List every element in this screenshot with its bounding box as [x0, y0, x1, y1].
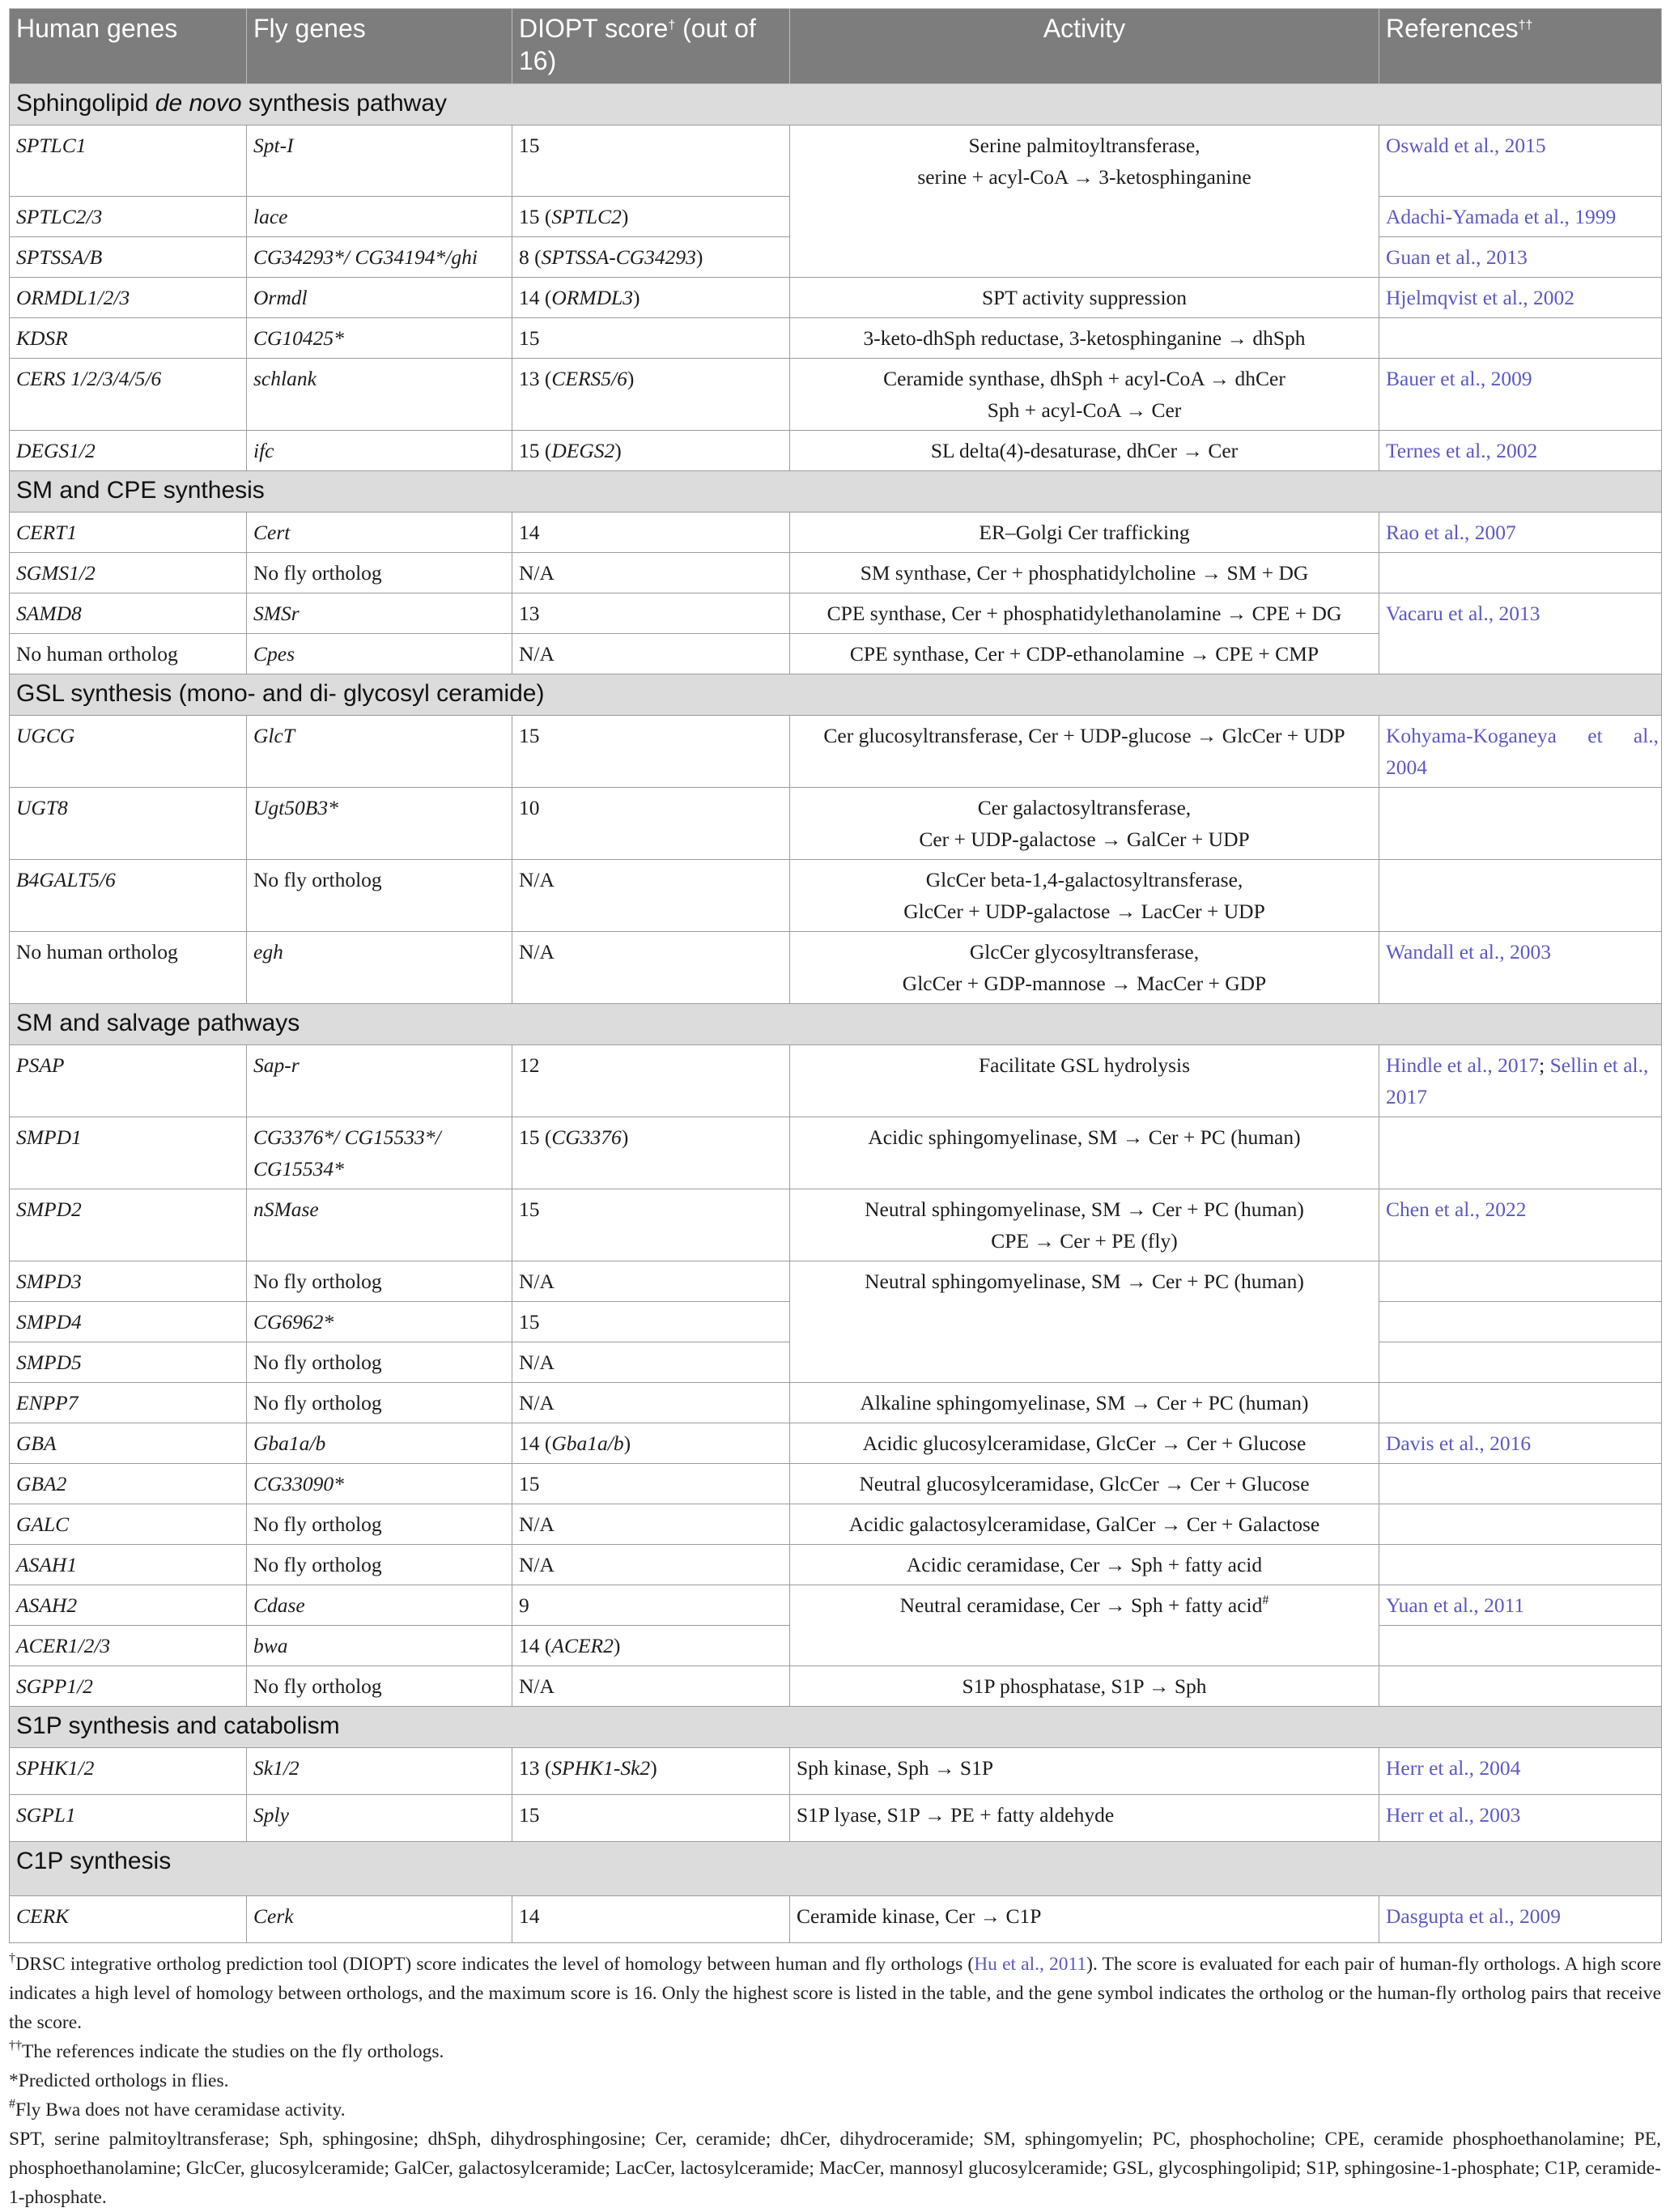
table-row	[10, 1189, 1662, 1261]
section-title: S1P synthesis and catabolism	[10, 1707, 1662, 1748]
table-footnotes	[9, 1950, 1661, 2212]
activity-cell: CPE synthase, Cer + phosphatidylethanolamine → CPE + DG	[790, 593, 1379, 634]
table-row	[10, 1383, 1662, 1423]
table-row	[10, 932, 1662, 1004]
table-row	[10, 513, 1662, 553]
fly-gene: Sk1/2	[247, 1748, 512, 1795]
section-title: GSL synthesis (mono- and di- glycosyl ceramide)	[10, 674, 1662, 716]
diopt-score: 15	[512, 125, 790, 197]
fly-gene: CG34293*/ CG34194*/ghi	[247, 237, 512, 278]
reference-link[interactable]: Chen et al., 2022	[1379, 1189, 1662, 1261]
diopt-score: N/A	[512, 860, 790, 932]
reference-link[interactable]: Vacaru et al., 2013	[1379, 593, 1662, 674]
fly-gene: No fly ortholog	[247, 1342, 512, 1383]
activity-cell: Acidic glucosylceramidase, GlcCer → Cer + Glucose	[790, 1423, 1379, 1464]
footnote-abbreviations: SPT, serine palmitoyltransferase; Sph, sphingosine; dhSph, dihydrosphingosine; Cer, ceramide; dhCer, dihydroceramide; SM, sphingomyelin; PC, phosphocholine; CPE, ceramide phosphoethanolamine; PE, phosphoethanolamine; GlcCer, glucosylceramide; GalCer, galactosylceramide; LacCer, lactosylceramide; MacCer, mannosyl glucosylceramide; GSL, glycosphingolipid; S1P, sphingosine-1-phosphate; C1P, ceramide-1-phosphate.	[9, 2129, 1661, 2208]
human-gene: No human ortholog	[10, 634, 247, 674]
diopt-score: 15	[512, 1189, 790, 1261]
table-row	[10, 1261, 1662, 1302]
table-row	[10, 1585, 1662, 1626]
activity-cell: 3-keto-dhSph reductase, 3-ketosphinganine → dhSph	[790, 318, 1379, 359]
table-row	[10, 1545, 1662, 1585]
table-row	[10, 1748, 1662, 1795]
fly-gene: Sply	[247, 1795, 512, 1842]
diopt-score: N/A	[512, 1666, 790, 1707]
table-row	[10, 593, 1662, 634]
reference-link[interactable]: Dasgupta et al., 2009	[1379, 1896, 1662, 1943]
activity-cell: Alkaline sphingomyelinase, SM → Cer + PC (human)	[790, 1383, 1379, 1423]
fly-gene: bwa	[247, 1626, 512, 1666]
human-gene: PSAP	[10, 1045, 247, 1117]
reference-cell	[1379, 1383, 1662, 1423]
reference-cell	[1379, 1261, 1662, 1302]
human-gene: UGT8	[10, 788, 247, 860]
fly-gene: CG33090*	[247, 1464, 512, 1504]
fly-gene: CG10425*	[247, 318, 512, 359]
reference-link[interactable]: Oswald et al., 2015	[1379, 125, 1662, 197]
human-gene: CERK	[10, 1896, 247, 1943]
footnote-link[interactable]: Hu et al., 2011	[974, 1954, 1087, 1975]
activity-cell: SL delta(4)-desaturase, dhCer → Cer	[790, 431, 1379, 471]
table-row	[10, 1666, 1662, 1707]
header-activity: Activity	[790, 9, 1379, 84]
header-fly-genes: Fly genes	[247, 9, 512, 84]
document	[9, 8, 1661, 2212]
diopt-score: 15	[512, 1302, 790, 1342]
diopt-score: N/A	[512, 1504, 790, 1545]
table-row	[10, 1464, 1662, 1504]
section-title: SM and CPE synthesis	[10, 471, 1662, 513]
human-gene: SPTLC1	[10, 125, 247, 197]
fly-gene: SMSr	[247, 593, 512, 634]
table-row	[10, 359, 1662, 431]
reference-link[interactable]: Bauer et al., 2009	[1379, 359, 1662, 431]
reference-link[interactable]: Hjelmqvist et al., 2002	[1379, 278, 1662, 318]
fly-gene: GlcT	[247, 716, 512, 788]
header-human-genes: Human genes	[10, 9, 247, 84]
diopt-score: 12	[512, 1045, 790, 1117]
human-gene: ORMDL1/2/3	[10, 278, 247, 318]
reference-cell	[1379, 1626, 1662, 1666]
reference-cell	[1379, 1342, 1662, 1383]
section-row	[10, 1842, 1662, 1896]
section-title: SM and salvage pathways	[10, 1004, 1662, 1045]
activity-cell: Neutral glucosylceramidase, GlcCer → Cer + Glucose	[790, 1464, 1379, 1504]
fly-gene: Sap-r	[247, 1045, 512, 1117]
activity-cell: Acidic sphingomyelinase, SM → Cer + PC (human)	[790, 1117, 1379, 1189]
header-diopt-score: DIOPT score† (out of 16)	[512, 9, 790, 84]
section-row	[10, 471, 1662, 513]
diopt-score: N/A	[512, 553, 790, 593]
fly-gene: Cert	[247, 513, 512, 553]
human-gene: ACER1/2/3	[10, 1626, 247, 1666]
human-gene: SMPD1	[10, 1117, 247, 1189]
diopt-score: 10	[512, 788, 790, 860]
human-gene: GALC	[10, 1504, 247, 1545]
footnote-references: ††The references indicate the studies on the fly orthologs.	[9, 2039, 444, 2062]
reference-cell	[1379, 788, 1662, 860]
activity-cell: Acidic galactosylceramidase, GalCer → Cer + Galactose	[790, 1504, 1379, 1545]
section-row	[10, 1004, 1662, 1045]
reference-link[interactable]: Davis et al., 2016	[1379, 1423, 1662, 1464]
fly-gene: No fly ortholog	[247, 1383, 512, 1423]
fly-gene: Cpes	[247, 634, 512, 674]
activity-cell: S1P phosphatase, S1P → Sph	[790, 1666, 1379, 1707]
table-row	[10, 1423, 1662, 1464]
fly-gene: No fly ortholog	[247, 1545, 512, 1585]
reference-cell	[1379, 1302, 1662, 1342]
section-row	[10, 1707, 1662, 1748]
reference-cell	[1379, 1117, 1662, 1189]
table-row	[10, 716, 1662, 788]
section-title: Sphingolipid de novo synthesis pathway	[10, 84, 1662, 125]
diopt-score: N/A	[512, 932, 790, 1004]
table-row	[10, 278, 1662, 318]
fly-gene: Ugt50B3*	[247, 788, 512, 860]
human-gene: SMPD5	[10, 1342, 247, 1383]
human-gene: SMPD3	[10, 1261, 247, 1302]
reference-link[interactable]: Herr et al., 2003	[1379, 1795, 1662, 1842]
reference-link[interactable]: Guan et al., 2013	[1379, 237, 1662, 278]
orthologs-table	[9, 8, 1662, 1943]
activity-cell: Cer glucosyltransferase, Cer + UDP-glucose → GlcCer + UDP	[790, 716, 1379, 788]
human-gene: DEGS1/2	[10, 431, 247, 471]
human-gene: SPTSSA/B	[10, 237, 247, 278]
diopt-score: 14	[512, 513, 790, 553]
footnote-predicted: *Predicted orthologs in flies.	[9, 2070, 229, 2091]
human-gene: SPTLC2/3	[10, 197, 247, 237]
reference-cell	[1379, 860, 1662, 932]
fly-gene: No fly ortholog	[247, 1666, 512, 1707]
table-row	[10, 1795, 1662, 1842]
activity-cell: ER–Golgi Cer trafficking	[790, 513, 1379, 553]
table-row	[10, 431, 1662, 471]
diopt-score: 15 (CG3376)	[512, 1117, 790, 1189]
diopt-score: 15 (DEGS2)	[512, 431, 790, 471]
activity-cell: S1P lyase, S1P → PE + fatty aldehyde	[790, 1795, 1379, 1842]
human-gene: CERS 1/2/3/4/5/6	[10, 359, 247, 431]
human-gene: UGCG	[10, 716, 247, 788]
diopt-score: 14 (Gba1a/b)	[512, 1423, 790, 1464]
diopt-score: 14	[512, 1896, 790, 1943]
human-gene: SPHK1/2	[10, 1748, 247, 1795]
human-gene: SGPL1	[10, 1795, 247, 1842]
fly-gene: No fly ortholog	[247, 553, 512, 593]
fly-gene: CG3376*/ CG15533*/ CG15534*	[247, 1117, 512, 1189]
diopt-score: N/A	[512, 1261, 790, 1302]
fly-gene: egh	[247, 932, 512, 1004]
diopt-score: 14 (ACER2)	[512, 1626, 790, 1666]
table-row	[10, 125, 1662, 197]
fly-gene: Spt-I	[247, 125, 512, 197]
activity-cell: Ceramide kinase, Cer → C1P	[790, 1896, 1379, 1943]
diopt-score: 13 (CERS5/6)	[512, 359, 790, 431]
diopt-score: 15	[512, 1795, 790, 1842]
fly-gene: No fly ortholog	[247, 1504, 512, 1545]
fly-gene: Cerk	[247, 1896, 512, 1943]
human-gene: SGMS1/2	[10, 553, 247, 593]
diopt-score: 13 (SPHK1-Sk2)	[512, 1748, 790, 1795]
diopt-score: 13	[512, 593, 790, 634]
activity-cell: SPT activity suppression	[790, 278, 1379, 318]
activity-cell: Neutral sphingomyelinase, SM → Cer + PC (human)	[790, 1261, 1379, 1383]
section-row	[10, 84, 1662, 125]
table-row	[10, 1896, 1662, 1943]
activity-cell: Sph kinase, Sph → S1P	[790, 1748, 1379, 1795]
human-gene: SAMD8	[10, 593, 247, 634]
activity-cell: Ceramide synthase, dhSph + acyl-CoA → dhCer Sph + acyl-CoA → Cer	[790, 359, 1379, 431]
diopt-score: N/A	[512, 1383, 790, 1423]
activity-cell: Serine palmitoyltransferase, serine + acyl-CoA → 3-ketosphinganine	[790, 125, 1379, 278]
reference-link[interactable]: Yuan et al., 2011	[1379, 1585, 1662, 1626]
footnote-diopt: †DRSC integrative ortholog prediction tool (DIOPT) score indicates the level of homology between human and fly orthologs (Hu et al., 2011). The score is evaluated for each pair of human-fly orthologs. A high score indicates a high level of homology between orthologs, and the maximum score is 16. Only the highest score is listed in the table, and the gene symbol indicates the ortholog or the human-fly ortholog pairs that receive the score.	[9, 1951, 1661, 2033]
reference-link[interactable]: Wandall et al., 2003	[1379, 932, 1662, 1004]
human-gene: ENPP7	[10, 1383, 247, 1423]
diopt-score: 15	[512, 318, 790, 359]
fly-gene: No fly ortholog	[247, 860, 512, 932]
fly-gene: CG6962*	[247, 1302, 512, 1342]
diopt-score: 9	[512, 1585, 790, 1626]
section-row	[10, 674, 1662, 716]
fly-gene: Cdase	[247, 1585, 512, 1626]
footnote-bwa: #Fly Bwa does not have ceramidase activity.	[9, 2097, 346, 2121]
table-row	[10, 860, 1662, 932]
human-gene: CERT1	[10, 513, 247, 553]
table-row	[10, 1117, 1662, 1189]
reference-cell	[1379, 1666, 1662, 1707]
activity-cell: GlcCer glycosyltransferase, GlcCer + GDP-mannose → MacCer + GDP	[790, 932, 1379, 1004]
reference-cell	[1379, 553, 1662, 593]
reference-link[interactable]: Hindle et al., 2017; Sellin et al., 2017	[1379, 1045, 1662, 1117]
diopt-score: 15	[512, 1464, 790, 1504]
activity-cell: Neutral ceramidase, Cer → Sph + fatty acid#	[790, 1585, 1379, 1666]
table-row	[10, 1504, 1662, 1545]
fly-gene: Ormdl	[247, 278, 512, 318]
human-gene: B4GALT5/6	[10, 860, 247, 932]
header-references: References††	[1379, 9, 1662, 84]
table-row	[10, 788, 1662, 860]
human-gene: KDSR	[10, 318, 247, 359]
fly-gene: schlank	[247, 359, 512, 431]
header-row	[10, 9, 1662, 84]
table-row	[10, 1045, 1662, 1117]
section-title: C1P synthesis	[10, 1842, 1662, 1896]
fly-gene: No fly ortholog	[247, 1261, 512, 1302]
reference-link[interactable]: Ternes et al., 2002	[1379, 431, 1662, 471]
reference-cell	[1379, 1464, 1662, 1504]
reference-cell	[1379, 1504, 1662, 1545]
human-gene: SGPP1/2	[10, 1666, 247, 1707]
reference-link[interactable]: Adachi-Yamada et al., 1999	[1379, 197, 1662, 237]
activity-cell: GlcCer beta-1,4-galactosyltransferase, GlcCer + UDP-galactose → LacCer + UDP	[790, 860, 1379, 932]
reference-link[interactable]: Herr et al., 2004	[1379, 1748, 1662, 1795]
activity-cell: Cer galactosyltransferase, Cer + UDP-galactose → GalCer + UDP	[790, 788, 1379, 860]
fly-gene: ifc	[247, 431, 512, 471]
diopt-score: N/A	[512, 1545, 790, 1585]
reference-cell	[1379, 1545, 1662, 1585]
table-row	[10, 553, 1662, 593]
human-gene: SMPD4	[10, 1302, 247, 1342]
human-gene: SMPD2	[10, 1189, 247, 1261]
human-gene: GBA2	[10, 1464, 247, 1504]
reference-cell	[1379, 318, 1662, 359]
fly-gene: Gba1a/b	[247, 1423, 512, 1464]
reference-link[interactable]: Rao et al., 2007	[1379, 513, 1662, 553]
human-gene: No human ortholog	[10, 932, 247, 1004]
diopt-score: 15 (SPTLC2)	[512, 197, 790, 237]
fly-gene: lace	[247, 197, 512, 237]
diopt-score: 15	[512, 716, 790, 788]
human-gene: ASAH2	[10, 1585, 247, 1626]
table-row	[10, 318, 1662, 359]
human-gene: ASAH1	[10, 1545, 247, 1585]
activity-cell: Neutral sphingomyelinase, SM → Cer + PC (human) CPE → Cer + PE (fly)	[790, 1189, 1379, 1261]
reference-link[interactable]: Kohyama-Koganeya et al., 2004	[1379, 716, 1662, 788]
diopt-score: 14 (ORMDL3)	[512, 278, 790, 318]
diopt-score: N/A	[512, 1342, 790, 1383]
fly-gene: nSMase	[247, 1189, 512, 1261]
human-gene: GBA	[10, 1423, 247, 1464]
activity-cell: Facilitate GSL hydrolysis	[790, 1045, 1379, 1117]
activity-cell: CPE synthase, Cer + CDP-ethanolamine → CPE + CMP	[790, 634, 1379, 674]
activity-cell: Acidic ceramidase, Cer → Sph + fatty acid	[790, 1545, 1379, 1585]
activity-cell: SM synthase, Cer + phosphatidylcholine → SM + DG	[790, 553, 1379, 593]
diopt-score: 8 (SPTSSA-CG34293)	[512, 237, 790, 278]
diopt-score: N/A	[512, 634, 790, 674]
